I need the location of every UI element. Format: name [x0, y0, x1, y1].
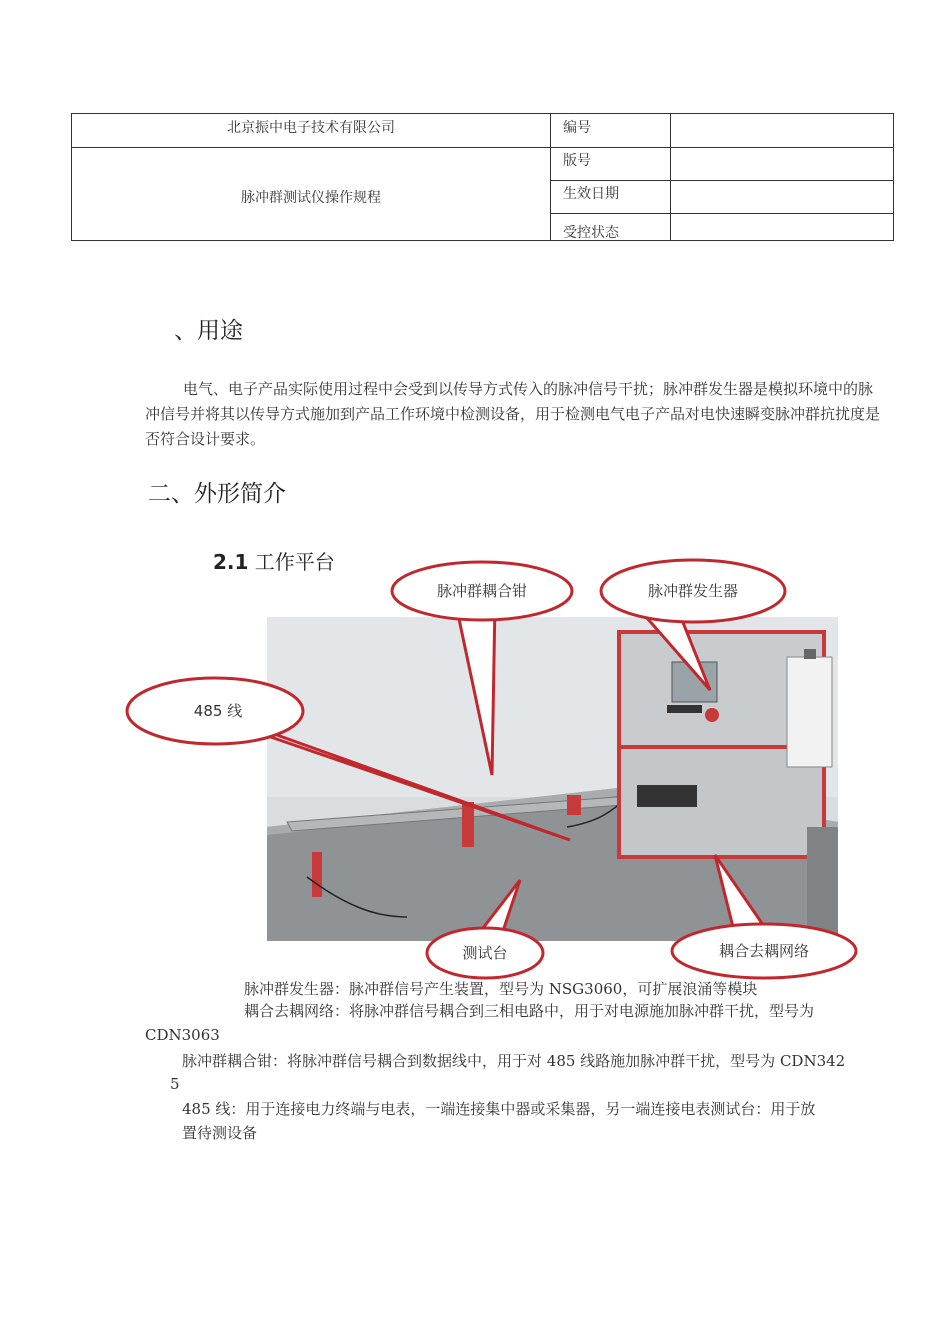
- caption-485: 485 线：用于连接电力终端与电表，一端连接集中器或采集器，另一端连接电表测试台：用于放: [182, 1100, 816, 1118]
- callout-label-cdn: 耦合去耦网络: [718, 942, 810, 960]
- subsection-title: 工作平台: [254, 550, 335, 574]
- field-label-version: 版号: [563, 153, 591, 169]
- section-body-purpose: 电气、电子产品实际使用过程中会受到以传导方式传入的脉冲信号干扰；脉冲群发生器是模拟环境中的脉冲信号并将其以传导方式施加到产品工作环境中检测设备，用于检测电气电子产品对电快速瞬变脉冲群抗扰度是否符合设计要求。: [145, 380, 881, 448]
- caption-485-cont: 置待测设备: [182, 1124, 258, 1142]
- doc-title: 脉冲群测试仪操作规程: [241, 190, 381, 206]
- callout-label-clamp: 脉冲群耦合钳: [436, 582, 528, 600]
- caption-generator: 脉冲群发生器：脉冲群信号产生装置，型号为 NSG3060，可扩展浪涌等模块: [244, 980, 758, 998]
- caption-cdn: 耦合去耦网络：将脉冲群信号耦合到三相电路中，用于对电源施加脉冲群干扰，型号为: [244, 1002, 815, 1020]
- field-label-control-status: 受控状态: [563, 225, 619, 241]
- callout-tail-485: [235, 720, 570, 840]
- field-label-number: 编号: [563, 120, 591, 136]
- callout-label-test-table: 测试台: [462, 944, 508, 962]
- callout-label-generator: 脉冲群发生器: [647, 582, 739, 600]
- caption-cdn-model: CDN3063: [145, 1026, 220, 1044]
- callout-label-485: 485 线: [193, 702, 243, 720]
- caption-clamp: 脉冲群耦合钳：将脉冲群信号耦合到数据线中，用于对 485 线路施加脉冲群干扰，型号为 CDN342: [182, 1052, 846, 1070]
- callout-tail-clamp: [455, 600, 495, 775]
- company-name: 北京振中电子技术有限公司: [227, 120, 395, 136]
- field-label-effective-date: 生效日期: [563, 186, 619, 202]
- section-heading-overview: 二、外形简介: [148, 481, 286, 507]
- subsection-number: 2.1: [213, 550, 249, 574]
- caption-clamp-model: 5: [170, 1075, 180, 1093]
- section-heading-purpose: 、用途: [174, 318, 243, 344]
